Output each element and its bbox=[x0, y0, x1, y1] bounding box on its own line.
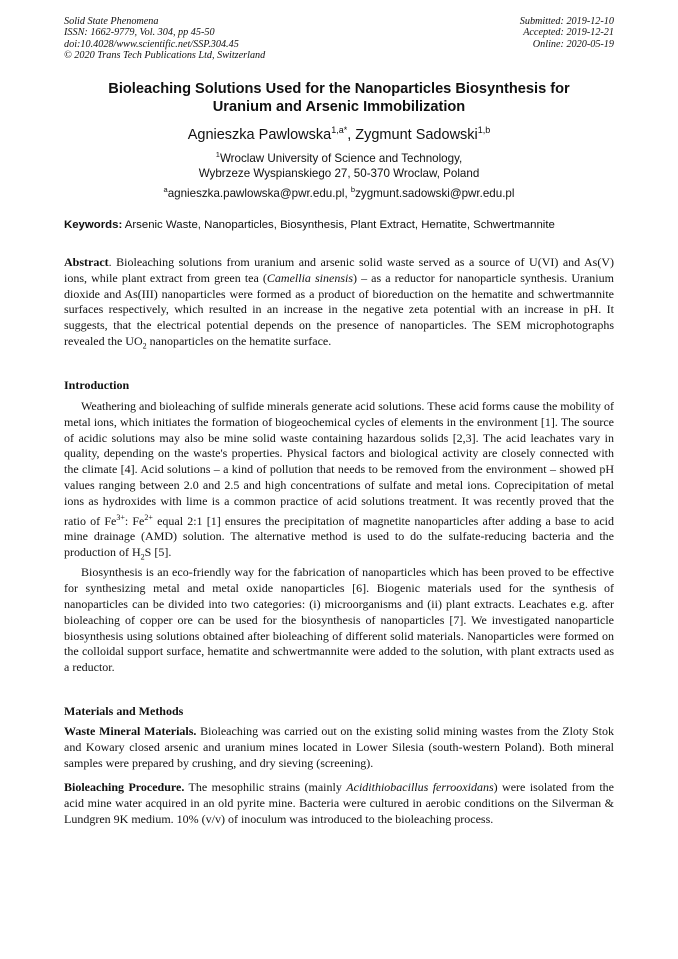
journal-copyright: © 2020 Trans Tech Publications Ltd, Switzerland bbox=[64, 50, 266, 62]
section-heading-introduction: Introduction bbox=[64, 378, 130, 392]
email-b[interactable]: zygmunt.sadowski@pwr.edu.pl bbox=[355, 186, 515, 200]
keywords-label: Keywords: bbox=[64, 219, 123, 231]
journal-name: Solid State Phenomena bbox=[64, 16, 159, 27]
author-2-marker: 1,b bbox=[477, 125, 491, 135]
abstract: Abstract. Bioleaching solutions from uranium and arsenic solid waste served as a source of U(VI) and As(V) ions, while plant extract from green tea (Camellia sinensis) – as a reductor for nanoparticle synthesis. Uranium dioxide and As(III) nanoparticles were formed as a product of bioreduction on the hematite and schwertmannite surfaces respectively, which resulted in an increase in the negative zeta potential with an increase in pH. It suggests, that the electrical potential depends on the presence of nanoparticles. The SEM microphotographs revealed the $UO_2$ nanoparticles on the hematite surface. bbox=[64, 255, 614, 351]
author-1-marker: 1,a* bbox=[331, 125, 348, 135]
journal-issn: ISSN: 1662-9779, Vol. 304, pp 45-50 bbox=[64, 27, 215, 39]
keywords: Keywords: Arsenic Waste, Nanoparticles, Biosynthesis, Plant Extract, Hematite, Schwertmannite bbox=[64, 219, 555, 231]
waste-minerals-paragraph: Waste Mineral Materials. Bioleaching was carried out on the existing solid mining wastes from the Zloty Stok and Kowary closed arsenic and uranium mines located in Lower Silesia (south-western Poland). Both mineral samples were prepared by crushing, and dry sieving (screening). bbox=[64, 724, 614, 770]
intro-paragraph-2: Biosynthesis is an eco-friendly way for the fabrication of nanoparticles which has been proved to be effective for synthesizing metal and metal oxide nanoparticles [6]. Biogenic materials used for the synthesis of nanoparticles can be divided into two categories: (i) microorganisms and (ii) plant extracts. Leachates e.g. after bioleaching of copper ore can be used for the biosynthesis of nanoparticles [7]. We investigated nanoparticle biosynthesis using solutions obtained after bioleaching of different solid materials. Nanoparticles were formed on the colloidal support surface, hematite and schwertmannite were added to the solution, with plant extracts used as a reductor. bbox=[64, 565, 614, 675]
journal-doi: doi:10.4028/www.scientific.net/SSP.304.45 bbox=[64, 38, 239, 50]
author-1: Agnieszka Pawlowska bbox=[187, 126, 332, 143]
section-heading-materials: Materials and Methods bbox=[64, 704, 184, 718]
submitted-date: Submitted: 2019-12-10 bbox=[519, 16, 614, 27]
author-2: Zygmunt Sadowski bbox=[355, 126, 478, 143]
paper-title: Bioleaching Solutions Used for the Nanoparticles Biosynthesis for Uranium and Arsenic Immobilization bbox=[108, 81, 570, 115]
author-list: Agnieszka Pawlowska$^{1,a*}$, Zygmunt Sadowski$^{1,b}$ bbox=[187, 125, 491, 143]
dates-header bbox=[520, 16, 614, 50]
email-a[interactable]: agnieszka.pawlowska@pwr.edu.pl, bbox=[167, 186, 351, 200]
online-date: Online: 2020-05-19 bbox=[532, 38, 614, 50]
bioleaching-procedure-paragraph: Bioleaching Procedure. The mesophilic strains (mainly Acidithiobacillus ferrooxidans) were isolated from the acid mine water acquired in an old pyrite mine. Bacteria were cultured in aerobic conditions on the Silverman & Lundgren 9K medium. 10% (v/v) of inoculum was introduced to the bioleaching process. bbox=[64, 780, 615, 826]
journal-header bbox=[64, 16, 265, 62]
intro-paragraph-1: Weathering and bioleaching of sulfide minerals generate acid solutions. These acid forms cause the mobility of metal ions, which initiates the formation of biogeochemical cycles of elements in the environment [1]. The source of acidic solutions may also be mine solid waste containing hazardous solids [2,3]. The acid leachates vary in quality, depending on the waste's properties. Physical factors and biological activity are closely connected with the climate [4]. Acid solutions – a kind of pollution that needs to be removed from the environment – showed pH values ranging between 2.0 and 2.5 and high concentrations of sulfate and metal ions. Coprecipitation of metal ions as hydroxides with lime is a common practice of acid solutions treatment. It was recently proved that the ratio of $Fe^{3+}$: $Fe^{2+}$ equal 2:1 [1] ensures the precipitation of magnetite nanoparticles after adding a base to acid mine drainage (AMD) solution. The alternative method is used to do the sulfate-reducing bacteria and the production of $H_2S$ [5]. bbox=[64, 399, 614, 562]
accepted-date: Accepted: 2019-12-21 bbox=[523, 27, 614, 39]
abstract-label: Abstract bbox=[64, 255, 109, 269]
introduction-body bbox=[64, 399, 614, 676]
author-emails: $^a$agnieszka.pawlowska@pwr.edu.pl, $^b$zygmunt.sadowski@pwr.edu.pl bbox=[163, 185, 515, 200]
affiliation: $^1$Wroclaw University of Science and Technology, Wybrzeze Wyspianskiego 27, 50-370 Wroclaw, Poland bbox=[198, 150, 480, 180]
